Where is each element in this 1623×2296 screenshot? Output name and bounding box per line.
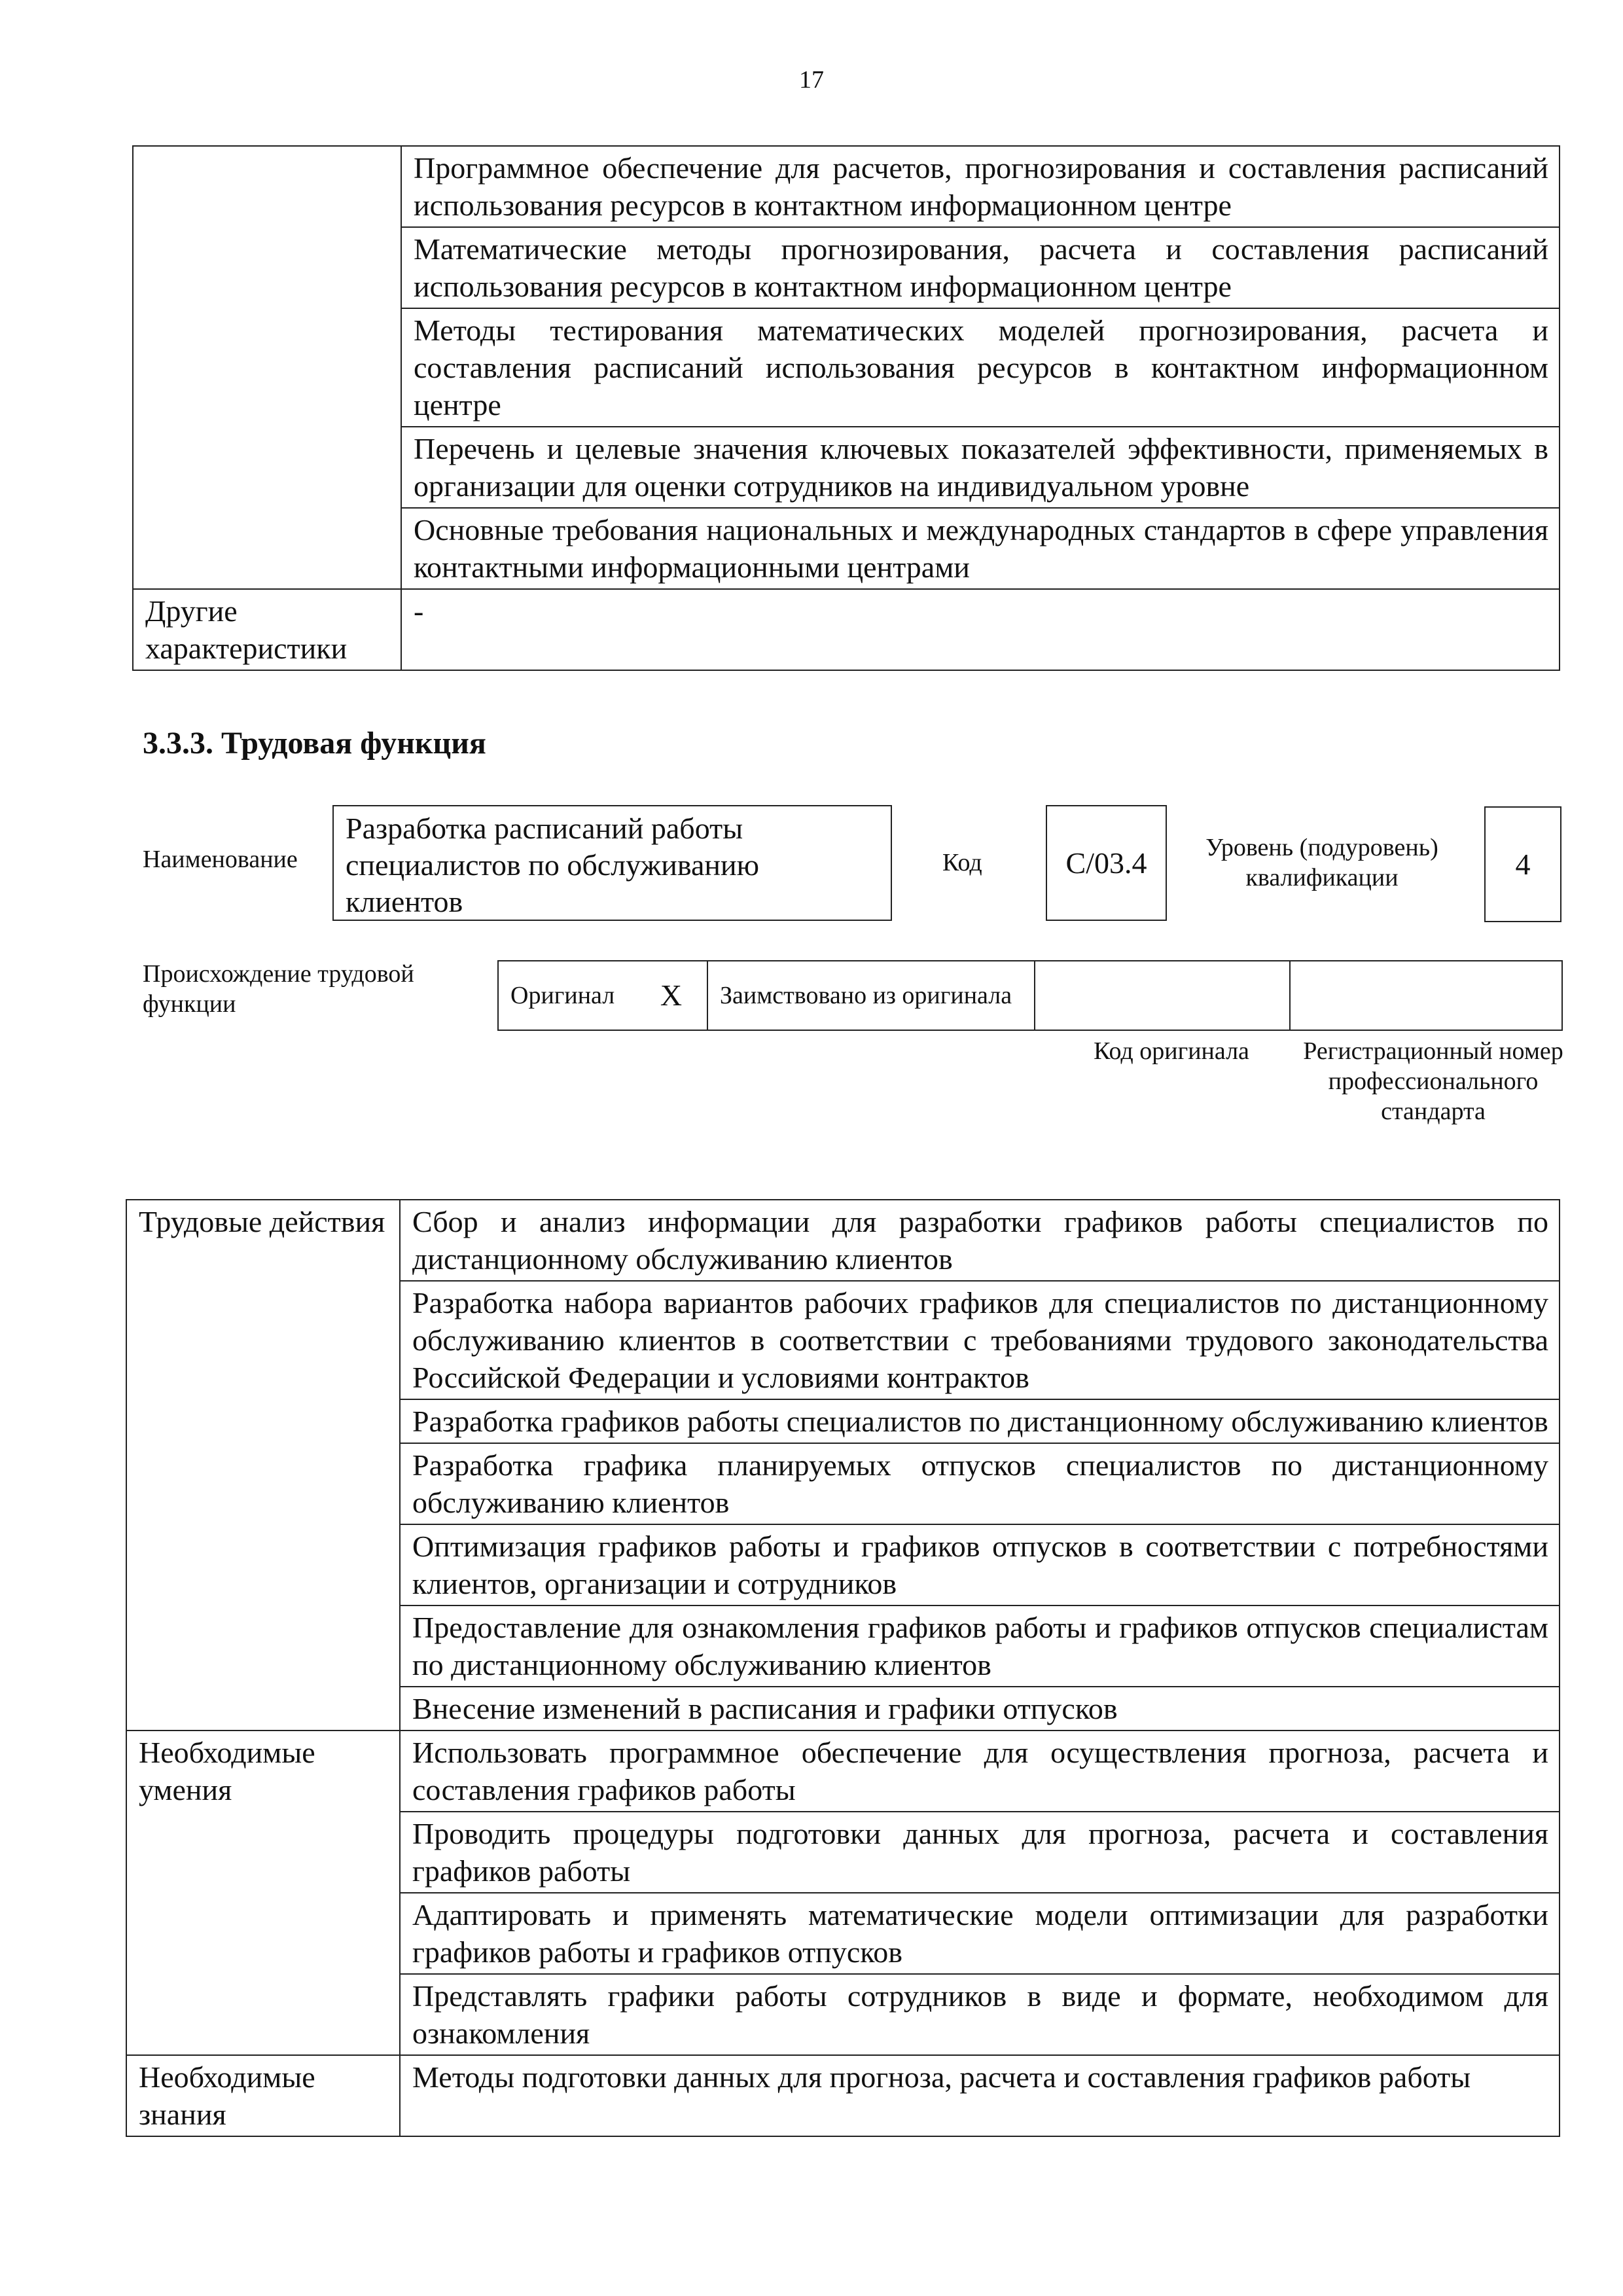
table-cell: Использовать программное обеспечение для осуществления прогноза, расчета и составления графиков работы <box>400 1731 1560 1812</box>
code-original-caption: Код оригинала <box>1094 1037 1249 1065</box>
continuation-table <box>132 145 1560 671</box>
table-row <box>133 146 1560 227</box>
origin-table <box>497 960 1563 1031</box>
table-cell: Оптимизация графиков работы и графиков отпусков в соответствии с потребностями клиентов, организации и сотрудников <box>400 1524 1560 1605</box>
name-label: Наименование <box>143 846 298 873</box>
required-skills-label: Необходимые умения <box>126 1731 400 2055</box>
table-cell: Адаптировать и применять математические модели оптимизации для разработки графиков работы и графиков отпусков <box>400 1893 1560 1974</box>
labor-function-table <box>126 1199 1560 2137</box>
registration-number-cell <box>1290 961 1562 1030</box>
table-cell: Предоставление для ознакомления графиков работы и графиков отпусков специалистам по дистанционному обслуживанию клиентов <box>400 1605 1560 1687</box>
table-cell: Внесение изменений в расписания и графики отпусков <box>400 1687 1560 1731</box>
table-cell: Математические методы прогнозирования, расчета и составления расписаний использования ресурсов в контактном информационном центре <box>401 227 1560 308</box>
other-characteristics-value: - <box>401 589 1560 670</box>
table-row <box>133 589 1560 670</box>
table-row <box>126 2055 1560 2136</box>
required-knowledge-label: Необходимые знания <box>126 2055 400 2136</box>
table-cell: Разработка графиков работы специалистов по дистанционному обслуживанию клиентов <box>400 1399 1560 1443</box>
table-cell: Представлять графики работы сотрудников в виде и формате, необходимом для ознакомления <box>400 1974 1560 2055</box>
table-cell: Проводить процедуры подготовки данных для прогноза, расчета и составления графиков работы <box>400 1812 1560 1893</box>
table-row <box>126 1200 1560 1281</box>
code-label: Код <box>942 849 982 876</box>
table-cell: Методы подготовки данных для прогноза, расчета и составления графиков работы <box>400 2055 1560 2136</box>
table-cell: Сбор и анализ информации для разработки графиков работы специалистов по дистанционному обслуживанию клиентов <box>400 1200 1560 1281</box>
other-characteristics-label: Другие характеристики <box>133 589 401 670</box>
table-cell: Перечень и целевые значения ключевых показателей эффективности, применяемых в организации для оценки сотрудников на индивидуальном уровне <box>401 427 1560 508</box>
table-cell: Разработка графика планируемых отпусков специалистов по дистанционному обслуживанию клиентов <box>400 1443 1560 1524</box>
original-label: Оригинал <box>498 961 635 1030</box>
table-row <box>498 961 1562 1030</box>
borrowed-label: Заимствовано из оригинала <box>707 961 1035 1030</box>
function-name-box: Разработка расписаний работы специалистов по обслуживанию клиентов <box>332 805 892 921</box>
qualification-level-box: 4 <box>1484 806 1561 922</box>
original-code-cell <box>1035 961 1290 1030</box>
table-row <box>126 1731 1560 1812</box>
table-cell: Методы тестирования математических моделей прогнозирования, расчета и составления расписаний использования ресурсов в контактном информационном центре <box>401 308 1560 427</box>
table-cell: Разработка набора вариантов рабочих графиков для специалистов по дистанционному обслуживанию клиентов в соответствии с требованиями трудового законодательства Российской Федерации и условиями контрактов <box>400 1281 1560 1399</box>
labor-actions-label: Трудовые действия <box>126 1200 400 1731</box>
function-code-box: C/03.4 <box>1046 805 1167 921</box>
origin-label: Происхождение трудовой функции <box>143 960 414 1018</box>
registration-number-caption: Регистрационный номер профессионального стандарта <box>1303 1037 1563 1125</box>
level-label: Уровень (подуровень) квалификации <box>1205 834 1438 891</box>
empty-label-cell <box>133 146 401 589</box>
page-number: 17 <box>799 66 824 94</box>
table-cell: Программное обеспечение для расчетов, прогнозирования и составления расписаний использования ресурсов в контактном информационном центре <box>401 146 1560 227</box>
table-cell: Основные требования национальных и международных стандартов в сфере управления контактными информационными центрами <box>401 508 1560 589</box>
original-mark: X <box>635 961 707 1030</box>
section-title: 3.3.3. Трудовая функция <box>143 726 486 761</box>
